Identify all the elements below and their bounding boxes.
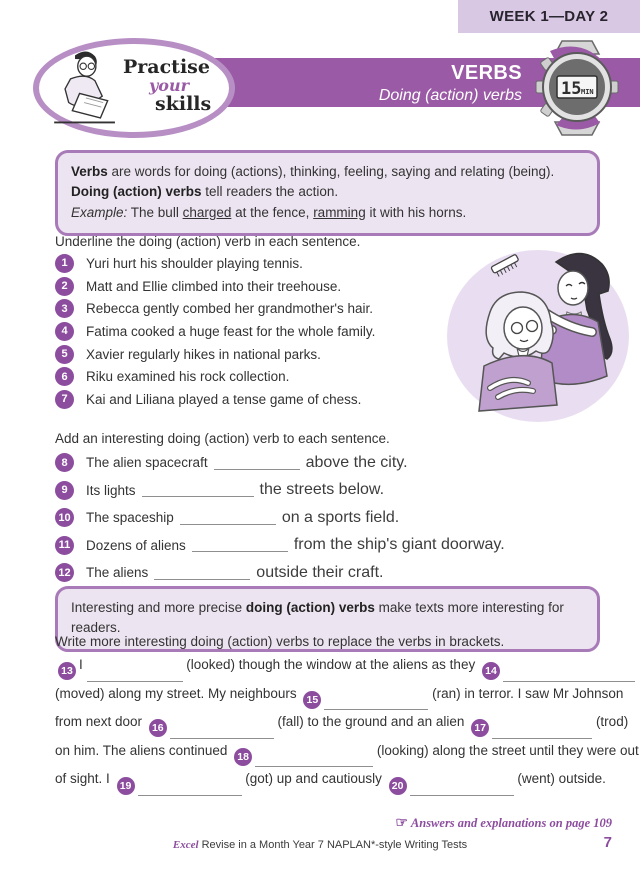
week-day-banner [458, 0, 640, 33]
paragraph-line [55, 743, 640, 772]
question-number-badge: 6 [55, 367, 74, 386]
question-number-badge: 4 [55, 322, 74, 341]
answer-blank [138, 782, 242, 796]
timer-unit: MIN [581, 88, 594, 96]
instruction-replace-verbs: Write more interesting doing (action) verbs to replace the verbs in brackets. [55, 634, 505, 649]
fill-in-paragraph [55, 657, 640, 800]
answer-blank [214, 456, 300, 470]
answer-blank [410, 782, 514, 796]
question-row [55, 252, 445, 275]
paragraph-text: of sight. I [55, 771, 114, 787]
question-row [55, 559, 600, 587]
question-row [55, 532, 600, 560]
writing-student-mascot-icon [49, 49, 121, 127]
answer-blank [255, 753, 373, 767]
answer-blank [192, 538, 288, 552]
question-number-badge: 9 [55, 481, 74, 500]
answers-reference-line [395, 815, 612, 832]
question-text-after: from the ship's giant doorway. [293, 536, 505, 554]
question-number-badge: 13 [58, 662, 76, 680]
question-number-badge: 12 [55, 563, 74, 582]
page-number: 7 [603, 834, 612, 851]
answer-blank [154, 566, 250, 580]
hair-combing-illustration [440, 236, 634, 426]
logo-word-practise: Practise [123, 56, 210, 78]
info1-text: are words for doing (actions), thinking, feeling, saying and relating (being). [107, 164, 555, 179]
question-list-1-7 [55, 252, 445, 411]
question-text-after: the streets below. [259, 481, 385, 499]
question-row [55, 320, 445, 343]
paragraph-text: (ran) in terror. I saw Mr Johnson [428, 685, 624, 701]
question-row [55, 388, 445, 411]
question-number-badge: 7 [55, 390, 74, 409]
question-text-after: outside their craft. [256, 563, 384, 581]
paragraph-line [55, 686, 640, 715]
answer-blank [180, 511, 276, 525]
paragraph-text: on him. The aliens continued [55, 742, 232, 758]
question-text-before: The spaceship [86, 510, 174, 526]
paragraph-line [55, 714, 640, 743]
question-text: Yuri hurt his shoulder playing tennis. [86, 255, 303, 271]
info2-text: Interesting and more precise [71, 600, 246, 615]
example-mid: at the fence, [231, 204, 314, 220]
answer-blank [142, 483, 254, 497]
question-text-before: The alien spacecraft [86, 455, 208, 471]
question-number-badge: 17 [471, 719, 489, 737]
question-number-badge: 20 [389, 777, 407, 795]
question-number-badge: 19 [117, 777, 135, 795]
pointing-hand-icon: ☞ [395, 816, 408, 831]
answer-blank [492, 725, 592, 739]
question-text: Fatima cooked a huge feast for the whole family. [86, 323, 376, 339]
answer-blank [170, 725, 274, 739]
page-title: VERBS [451, 62, 522, 84]
timer-minutes: 15 [561, 79, 582, 99]
timer-stopwatch-icon [534, 39, 620, 137]
question-text-after: on a sports field. [281, 508, 400, 526]
question-row [55, 343, 445, 366]
practise-your-skills-logo [33, 38, 235, 138]
question-text: Kai and Liliana played a tense game of chess. [86, 391, 362, 407]
paragraph-line [55, 657, 640, 686]
logo-word-skills: skills [155, 93, 212, 115]
question-list-8-12 [55, 449, 600, 587]
answer-blank [324, 696, 428, 710]
paragraph-text: (moved) along my street. My neighbours [55, 685, 301, 701]
question-number-badge: 18 [234, 748, 252, 766]
paragraph-text: (got) up and cautiously [241, 771, 386, 787]
question-row [55, 275, 445, 298]
example-label: Example: [71, 204, 128, 220]
question-text: Rebecca gently combed her grandmother's hair. [86, 301, 373, 317]
question-text: Riku examined his rock collection. [86, 369, 290, 385]
question-text-before: Its lights [86, 482, 136, 498]
paragraph-line [55, 771, 640, 800]
info1-bold-doing: Doing (action) verbs [71, 184, 202, 200]
question-row [55, 504, 600, 532]
question-number-badge: 15 [303, 691, 321, 709]
question-number-badge: 8 [55, 453, 74, 472]
example-post: it with his horns. [365, 204, 467, 220]
question-number-badge: 16 [149, 719, 167, 737]
info2-text2: make texts more interesting for readers. [71, 600, 564, 636]
logo-wordmark [123, 58, 211, 114]
question-text: Matt and Ellie climbed into their treehouse. [86, 278, 342, 294]
paragraph-text: (fall) to the ground and an alien [273, 714, 469, 730]
paragraph-text: I [79, 657, 87, 672]
example-pre: The bull [127, 204, 183, 220]
answer-blank [503, 668, 635, 682]
question-number-badge: 3 [55, 299, 74, 318]
paragraph-text: (looking) along the street until they were out [373, 742, 639, 758]
question-text: Xavier regularly hikes in national parks. [86, 346, 321, 362]
question-text-before: Dozens of aliens [86, 537, 186, 553]
question-row [55, 477, 600, 505]
book-brand: Excel [172, 839, 199, 851]
question-row [55, 449, 600, 477]
paragraph-text: (went) outside. [513, 771, 606, 787]
logo-word-your: your [149, 76, 190, 95]
question-number-badge: 14 [482, 662, 500, 680]
question-text-before: The aliens [86, 565, 149, 581]
page-title-block [379, 62, 522, 105]
answer-blank [87, 668, 183, 682]
question-text-after: above the city. [305, 453, 408, 471]
question-row [55, 297, 445, 320]
paragraph-text: (looked) though the window at the aliens as they [182, 657, 479, 672]
week-day-label: WEEK 1—DAY 2 [489, 8, 609, 25]
question-number-badge: 11 [55, 536, 74, 555]
paragraph-text: (trod) [592, 714, 629, 730]
book-title-text: Revise in a Month Year 7 NAPLAN*-style Writing Tests [198, 839, 468, 851]
book-title-footer [0, 839, 640, 851]
question-number-badge: 10 [55, 508, 74, 527]
info2-bold: doing (action) verbs [245, 600, 375, 615]
definition-info-box [55, 150, 600, 236]
info1-text2: tell readers the action. [201, 184, 339, 200]
instruction-underline-verbs: Underline the doing (action) verb in each sentence. [55, 234, 361, 249]
question-number-badge: 1 [55, 254, 74, 273]
question-number-badge: 2 [55, 277, 74, 296]
info1-bold-verbs: Verbs [71, 164, 108, 179]
question-number-badge: 5 [55, 345, 74, 364]
answers-text: Answers and explanations on page 109 [410, 816, 612, 830]
example-verb-1: charged [182, 204, 232, 220]
question-row [55, 365, 445, 388]
example-verb-2: ramming [313, 204, 366, 220]
instruction-add-verb: Add an interesting doing (action) verb to each sentence. [55, 431, 390, 446]
paragraph-text: from next door [55, 714, 146, 730]
page-subtitle: Doing (action) verbs [378, 87, 522, 104]
